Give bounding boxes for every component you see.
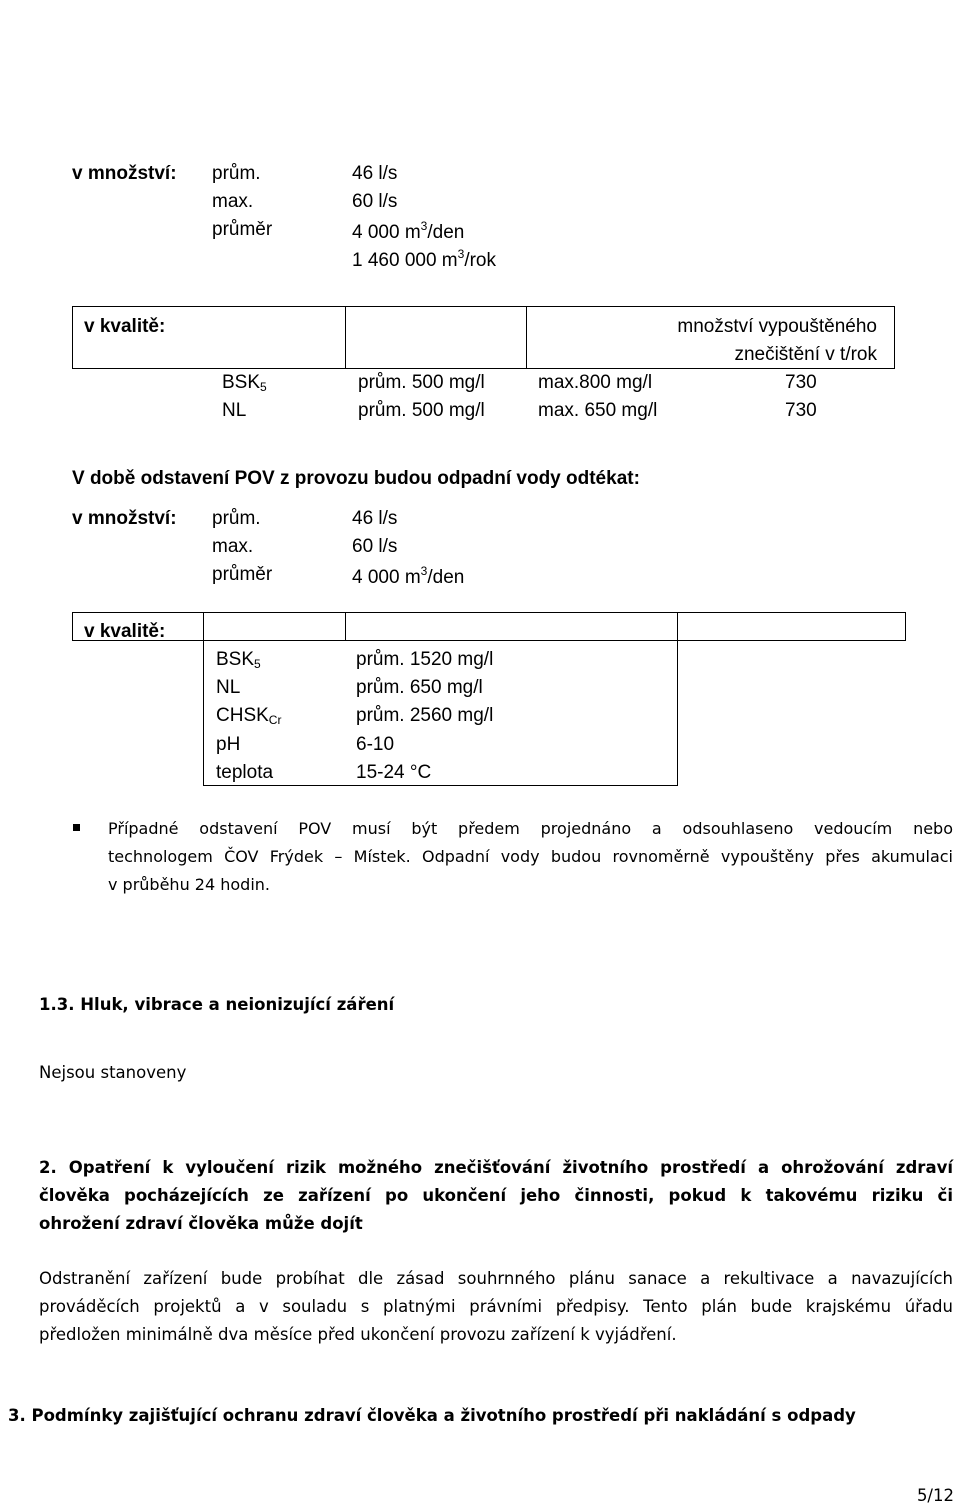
header-line-2: Integrované povolení čj. ŽPZ/4298/03/KI/1 ze dne 27. 2. 2004, ve znění pozdějších změn — [90, 28, 800, 48]
table-cell-amount: 730 — [785, 400, 817, 421]
table-cell-value: prům. 1520 mg/l — [356, 649, 494, 670]
quantity-key: průměr — [212, 564, 273, 585]
bullet-square-icon — [73, 824, 80, 831]
table-cell-amount: 730 — [785, 372, 817, 393]
table-cell-param: teplota — [216, 762, 274, 783]
quantity-value: 4 000 $m^3$/den — [352, 219, 465, 243]
quantity-label: v množství: — [72, 163, 177, 184]
quantity-label: v množství: — [72, 508, 177, 529]
page-number: 5/12 — [916, 1486, 954, 1505]
quantity-key: max. — [212, 191, 254, 212]
table-cell-max: max. 650 mg/l — [538, 400, 658, 421]
table-cell-param: BSK5 — [222, 372, 267, 394]
section-title: 3. Podmínky zajišťující ochranu zdraví člověka a životního prostředí při nakládání s odpady — [8, 1406, 856, 1425]
quantity-key: prům. — [212, 508, 261, 529]
header-line-1: Plzeňský Prazdroj, a.s. – Výroba piva a nealkoholických nápojů — [221, 3, 726, 23]
table-cell-value: prům. 2560 mg/l — [356, 705, 494, 726]
table-header: znečištění v t/rok — [734, 344, 877, 365]
quantity-key: průměr — [212, 219, 273, 240]
table-cell-value: 6-10 — [356, 734, 395, 755]
table-cell-avg: prům. 500 mg/l — [358, 372, 485, 393]
table-cell-param: pH — [216, 734, 241, 755]
table-cell-avg: prům. 500 mg/l — [358, 400, 485, 421]
table-header: množství vypouštěného — [677, 316, 877, 337]
quantity-key: prům. — [212, 163, 261, 184]
section-title: 2. Opatření k vyloučení rizik možného znečišťování životního prostředí a ohrožování zdraví člověka pocházejících ze zařízení po ukončení jeho činnosti, pokud k takovému riziku či ohrožení zdraví člověka může dojít — [39, 1158, 953, 1233]
quantity-value: 60 l/s — [352, 536, 398, 557]
section-paragraph: Odstranění zařízení bude probíhat dle zásad souhrnného plánu sanace a rekultivace a navazujících prováděcích projektů a v souladu s platnými právními předpisy. Tento plán bude krajskému úřadu předložen minimálně dva měsíce před ukončení provozu zařízení k vyjádření. — [39, 1269, 953, 1344]
quantity-key: max. — [212, 536, 254, 557]
quantity-value: 60 l/s — [352, 191, 398, 212]
table-cell-param: NL — [222, 400, 247, 421]
table-cell-value: prům. 650 mg/l — [356, 677, 483, 698]
table-cell-value: 15-24 °C — [356, 762, 432, 783]
table-cell-param: NL — [216, 677, 241, 698]
section-text: Nejsou stanoveny — [39, 1063, 187, 1082]
table-cell-max: max.800 mg/l — [538, 372, 653, 393]
quantity-value: 1 460 000 $m^3$/rok — [352, 247, 497, 271]
quantity-value: 46 l/s — [352, 508, 398, 529]
quality-label: v kvalitě: — [84, 621, 166, 642]
table-cell-param: CHSKCr — [216, 705, 282, 727]
table-cell-param: BSK5 — [216, 649, 261, 671]
quantity-value: 4 000 $m^3$/den — [352, 564, 465, 588]
quality-label: v kvalitě: — [84, 316, 166, 337]
quantity-value: 46 l/s — [352, 163, 398, 184]
bullet-paragraph: Případné odstavení POV musí být předem projednáno a odsouhlaseno vedoucím nebo technologem ČOV Frýdek – Místek. Odpadní vody budou rovnoměrně vypouštěny přes akumulaci v průběhu 24 hodin. — [108, 819, 953, 894]
section-title: 1.3. Hluk, vibrace a neionizující záření — [39, 995, 395, 1014]
section-heading: V době odstavení POV z provozu budou odpadní vody odtékat: — [72, 468, 640, 489]
